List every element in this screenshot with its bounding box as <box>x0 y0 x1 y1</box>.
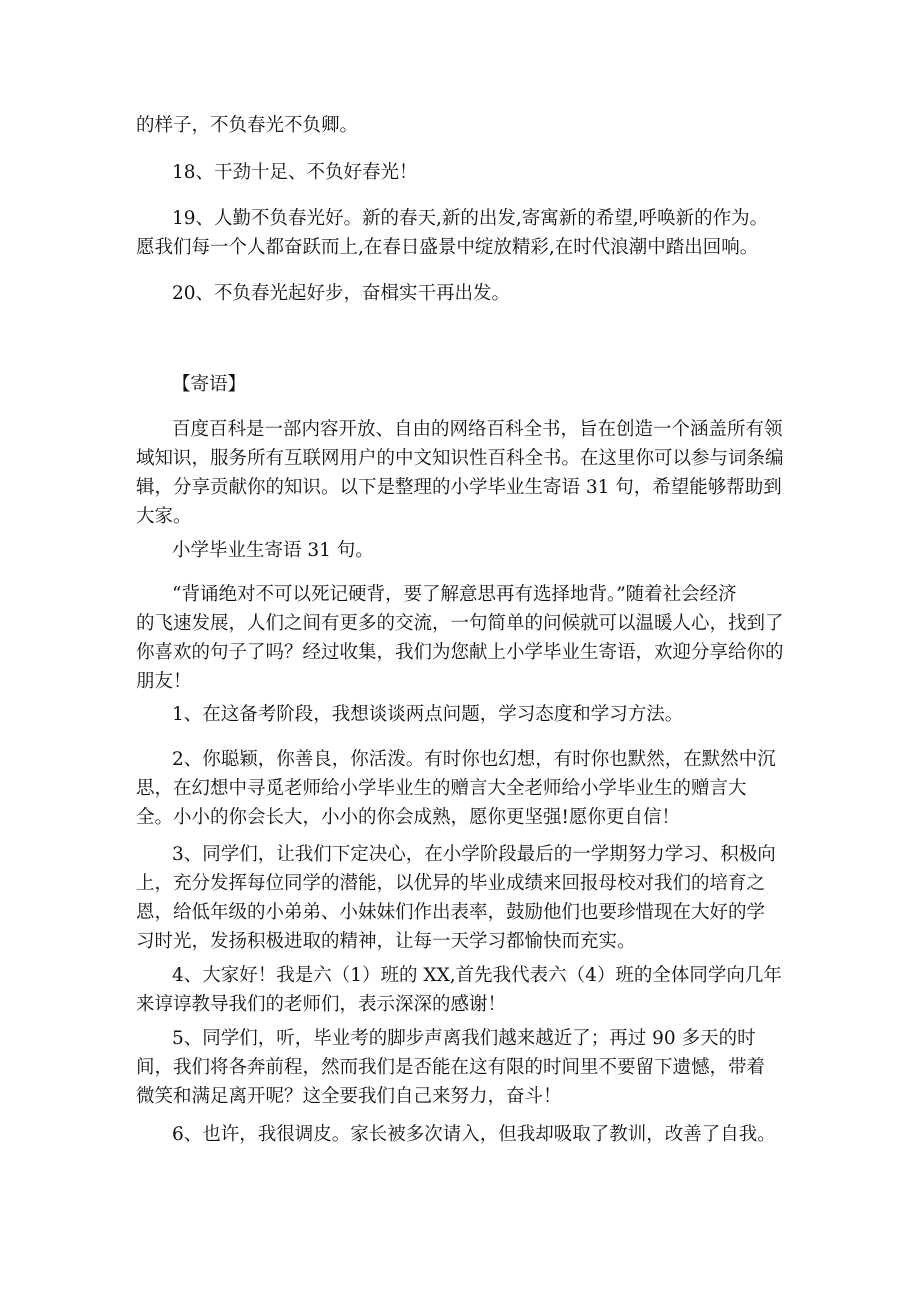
text-line: 4、大家好！我是六（1）班的 XX,首先我代表六（4）班的全体同学向几年 <box>172 965 782 986</box>
text-line: 上，充分发挥每位同学的潜能，以优异的毕业成绩来回报母校对我们的培育之 <box>136 873 766 894</box>
text-line: 1、在这备考阶段，我想谈谈两点问题，学习态度和学习方法。 <box>172 704 684 725</box>
text-line: 来谆谆教导我们的老师们，表示深深的感谢！ <box>136 994 507 1015</box>
text-line: “背诵绝对不可以死记硬背，要了解意思再有选择地背。”随着社会经济 <box>172 584 737 605</box>
text-line: 思，在幻想中寻觅老师给小学毕业生的赠言大全老师给小学毕业生的赠言大 <box>136 778 747 799</box>
text-line: 辑，分享贡献你的知识。以下是整理的小学毕业生寄语 31 句，希望能够帮助到 <box>136 477 782 498</box>
text-line: 全。小小的你会长大，小小的你会成熟，愿你更坚强!愿你更自信！ <box>136 807 680 828</box>
paragraph-item-1 <box>172 700 822 729</box>
text-line: 6、也许，我很调皮。家长被多次请入，但我却吸取了教训，改善了自我。 <box>172 1124 776 1145</box>
section-heading <box>172 370 822 399</box>
paragraph-subtitle <box>172 536 822 565</box>
text-line: 大家。 <box>136 506 192 527</box>
paragraph-item-3 <box>136 840 786 956</box>
paragraph-item-5 <box>136 1024 786 1111</box>
paragraph-item-6 <box>172 1120 822 1149</box>
text-line: 愿我们每一个人都奋跃而上,在春日盛景中绽放精彩,在时代浪潮中踏出回响。 <box>136 237 759 258</box>
paragraph-item-20 <box>172 279 822 308</box>
text-line: 百度百科是一部内容开放、自由的网络百科全书，旨在创造一个涵盖所有领 <box>172 419 783 440</box>
paragraph-item-18 <box>172 158 822 187</box>
text-line: 域知识，服务所有互联网用户的中文知识性百科全书。在这里你可以参与词条编 <box>136 448 784 469</box>
text-line: 20、不负春光起好步，奋楫实干再出发。 <box>172 283 511 304</box>
text-line: 间，我们将各奔前程，然而我们是否能在这有限的时间里不要留下遗憾，带着 <box>136 1057 766 1078</box>
text-line: 习时光，发扬积极进取的精神，让每一天学习都愉快而充实。 <box>136 931 636 952</box>
paragraph-quote <box>136 580 786 696</box>
text-line: 小学毕业生寄语 31 句。 <box>172 540 374 561</box>
paragraph-intro <box>136 415 786 531</box>
paragraph-continuation <box>136 111 786 140</box>
text-line: 你喜欢的句子了吗？经过收集，我们为您献上小学毕业生寄语，欢迎分享给你的 <box>136 642 784 663</box>
text-line: 19、人勤不负春光好。新的春天,新的出发,寄寓新的希望,呼唤新的作为。 <box>172 208 769 229</box>
text-line: 微笑和满足离开呢？这全要我们自己来努力，奋斗！ <box>136 1086 562 1107</box>
text-line: 朋友！ <box>136 671 192 692</box>
text-line: 5、同学们，听，毕业考的脚步声离我们越来越近了；再过 90 多天的时 <box>172 1028 756 1049</box>
text-line: 的飞速发展，人们之间有更多的交流，一句简单的问候就可以温暖人心，找到了 <box>136 613 784 634</box>
text-line: 【寄语】 <box>172 374 247 395</box>
text-line: 18、干劲十足、不负好春光！ <box>172 162 418 183</box>
text-line: 的样子，不负春光不负卿。 <box>136 115 359 136</box>
text-line: 恩，给低年级的小弟弟、小妹妹们作出表率，鼓励他们也要珍惜现在大好的学 <box>136 902 766 923</box>
text-line: 2、你聪颖，你善良，你活泼。有时你也幻想，有时你也默然，在默然中沉 <box>172 749 776 770</box>
text-line: 3、同学们，让我们下定决心，在小学阶段最后的一学期努力学习、积极向 <box>172 844 776 865</box>
paragraph-item-19 <box>136 204 786 262</box>
paragraph-item-4 <box>136 961 786 1019</box>
paragraph-item-2 <box>136 745 786 832</box>
